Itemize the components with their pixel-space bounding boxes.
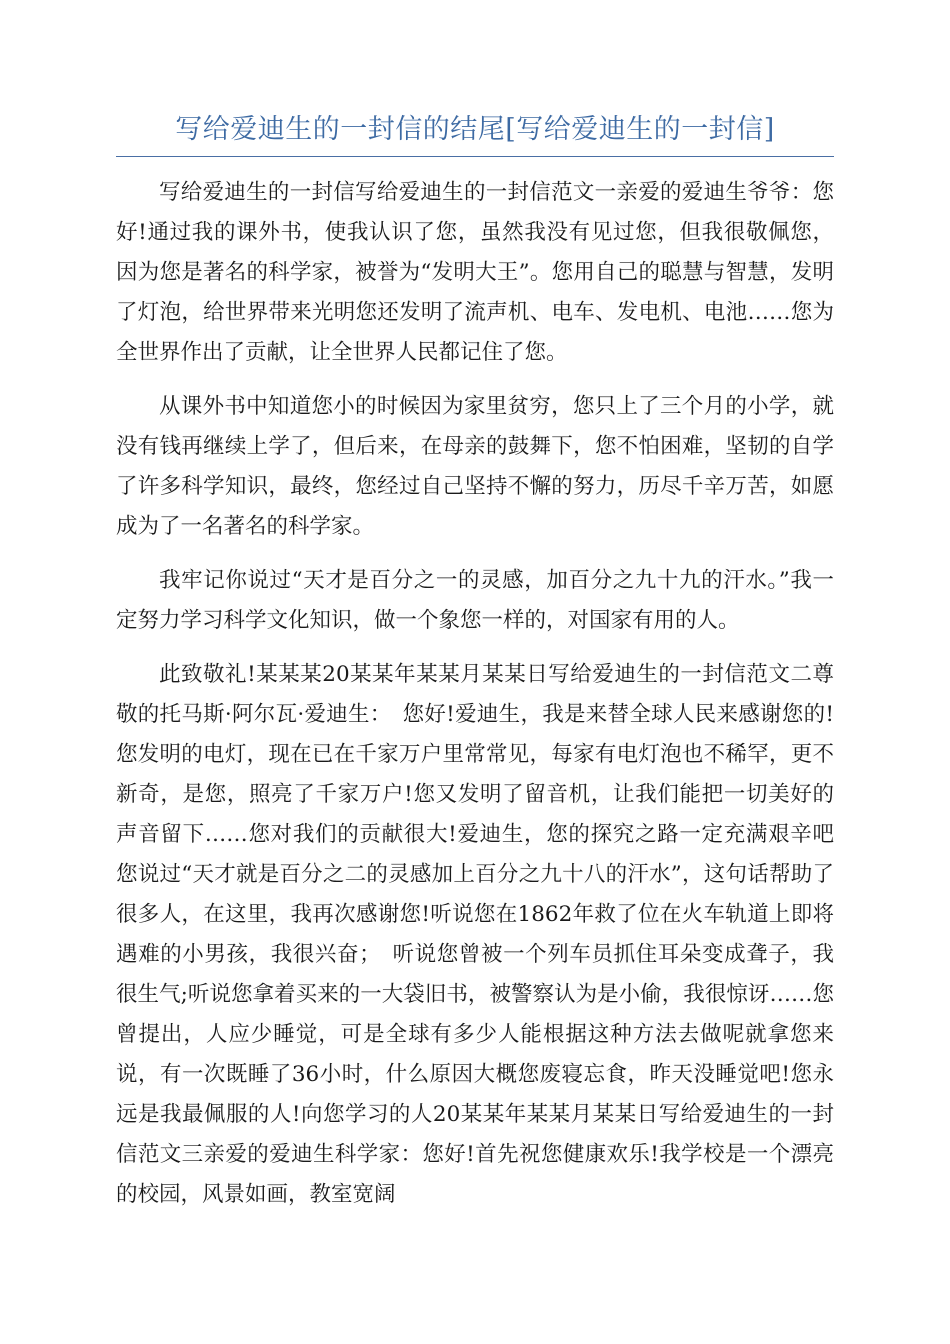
paragraph-2: 从课外书中知道您小的时候因为家里贫穷，您只上了三个月的小学，就没有钱再继续上学了，但后来，在母亲的鼓舞下，您不怕困难，坚韧的自学了许多科学知识，最终，您经过自己坚持不懈的努力，历尽千辛万苦，如愿成为了一名著名的科学家。	[116, 394, 834, 539]
title-block	[116, 110, 834, 157]
document-title: 写给爱迪生的一封信的结尾[写给爱迪生的一封信]	[175, 114, 775, 145]
paragraph-1: 写给爱迪生的一封信写给爱迪生的一封信范文一亲爱的爱迪生爷爷：您好!通过我的课外书，使我认识了您，虽然我没有见过您，但我很敬佩您，因为您是著名的科学家，被誉为“发明大王”。您用自己的聪慧与智慧，发明了灯泡，给世界带来光明您还发明了流声机、电车、发电机、电池……您为全世界作出了贡献，让全世界人民都记住了您。	[116, 180, 834, 365]
document-body	[116, 173, 834, 1229]
paragraph-4: 此致敬礼!某某某20某某年某某月某某日写给爱迪生的一封信范文二尊敬的托马斯·阿尔瓦·爱迪生： 您好!爱迪生，我是来替全球人民来感谢您的!您发明的电灯，现在已在千家万户里常常见，每家有电灯泡也不稀罕，更不新奇，是您，照亮了千家万户!您又发明了留音机，让我们能把一切美好的声音留下……您对我们的贡献很大!爱迪生，您的探究之路一定充满艰辛吧您说过“天才就是百分之二的灵感加上百分之九十八的汗水”，这句话帮助了很多人，在这里，我再次感谢您!听说您在1862年救了位在火车轨道上即将遇难的小男孩，我很兴奋； 听说您曾被一个列车员抓住耳朵变成聋子，我很生气;听说您拿着买来的一大袋旧书，被警察认为是小偷，我很惊讶……您曾提出，人应少睡觉，可是全球有多少人能根据这种方法去做呢就拿您来说，有一次既睡了36小时，什么原因大概您废寝忘食，昨天没睡觉吧!您永远是我最佩服的人!向您学习的人20某某年某某月某某日写给爱迪生的一封信范文三亲爱的爱迪生科学家：您好!首先祝您健康欢乐!我学校是一个漂亮的校园，风景如画，教室宽阔	[116, 662, 834, 1207]
paragraph-3: 我牢记你说过“天才是百分之一的灵感，加百分之九十九的汗水。”我一定努力学习科学文化知识，做一个象您一样的，对国家有用的人。	[116, 568, 834, 633]
